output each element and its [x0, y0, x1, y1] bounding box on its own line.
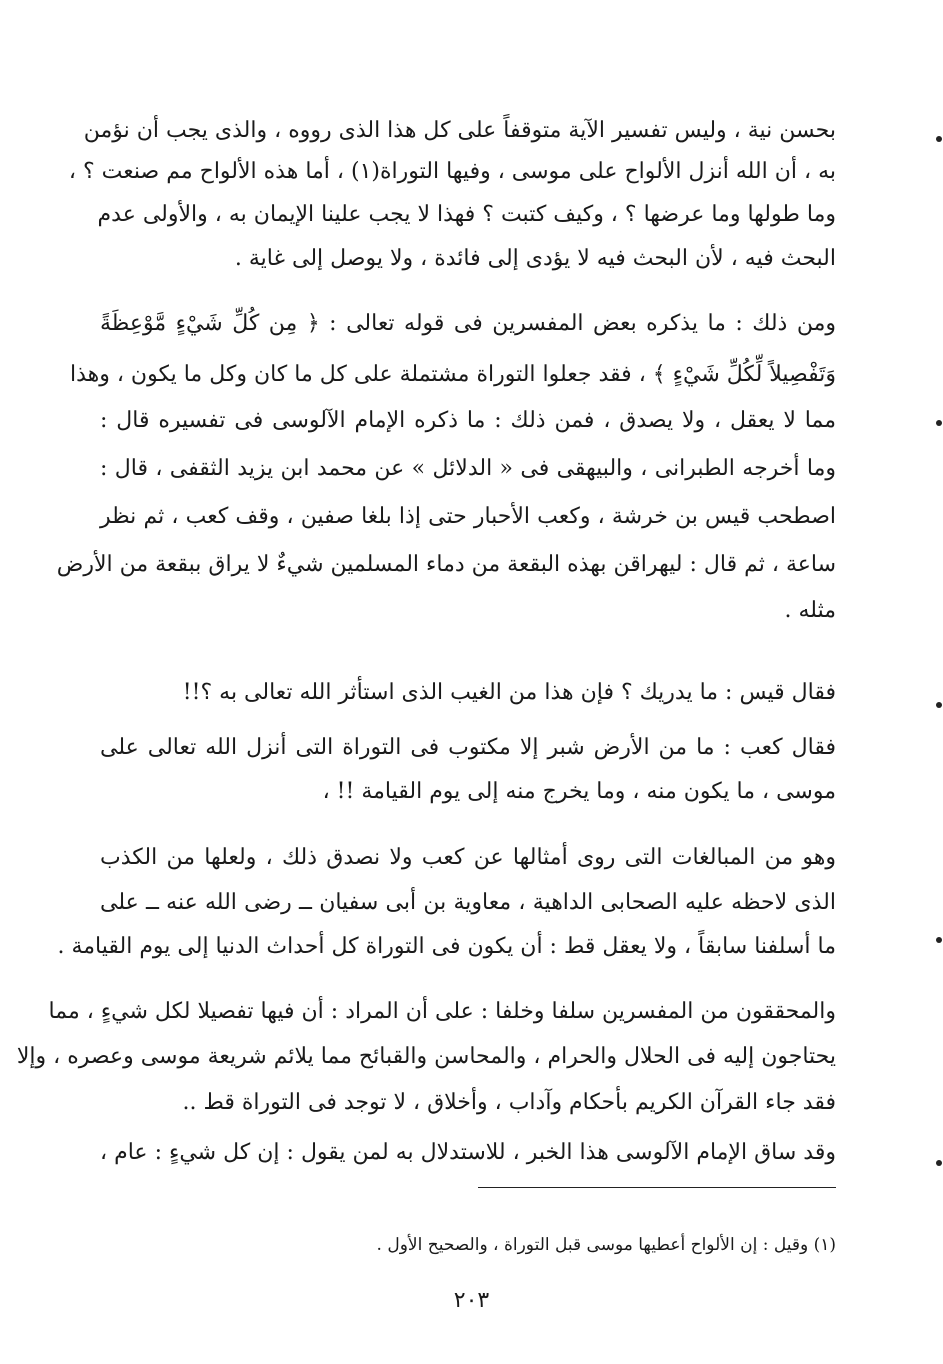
text-line: وقد ساق الإمام الآلوسى هذا الخبر ، للاستدلال به لمن يقول : إن كل شيءٍ : عام ، [100, 1140, 836, 1165]
text-line: وما أخرجه الطبرانى ، والبيهقى فى « الدلائل » عن محمد ابن يزيد الثقفى ، قال : [100, 456, 836, 481]
text-line: والمحققون من المفسرين سلفا وخلفا : على أن المراد : أن فيها تفصيلا لكل شيءٍ ، مما [48, 999, 836, 1024]
text-line: به ، أن الله أنزل الألواح على موسى ، وفيها التوراة(١) ، أما هذه الألواح مم صنعت ؟ ، [68, 159, 836, 184]
footnote-separator [478, 1187, 836, 1188]
text-line: فقال كعب : ما من الأرض شبر إلا مكتوب فى التوراة التى أنزل الله تعالى على [100, 735, 836, 760]
page-number: ٢٠٣ [453, 1288, 490, 1313]
text-line: ما أسلفنا سابقاً ، ولا يعقل قط : أن يكون فى التوراة كل أحداث الدنيا إلى يوم القيامة . [57, 934, 836, 959]
text-line: البحث فيه ، لأن البحث فيه لا يؤدى إلى فائدة ، ولا يوصل إلى غاية . [234, 246, 836, 271]
scan-mark [936, 136, 942, 142]
scan-mark [936, 420, 942, 426]
scan-mark [936, 937, 942, 943]
text-line: فقد جاء القرآن الكريم بأحكام وآداب ، وأخلاق ، لا توجد فى التوراة قط .. [182, 1090, 836, 1115]
text-line: وَتَفْصِيلاً لِّكُلِّ شَيْءٍ ﴾ ، فقد جعلوا التوراة مشتملة على كل ما كان وكل ما يكون ، وهذا [69, 362, 836, 387]
text-line: الذى لاحظه عليه الصحابى الداهية ، معاوية بن أبى سفيان ــ رضى الله عنه ــ على [100, 890, 836, 915]
text-line: بحسن نية ، وليس تفسير الآية متوقفاً على كل هذا الذى رووه ، والذى يجب أن نؤمن [83, 118, 836, 143]
text-line: موسى ، ما يكون منه ، وما يخرج منه إلى يوم القيامة !! ، [322, 779, 836, 804]
text-line: وما طولها وما عرضها ؟ ، وكيف كتبت ؟ فهذا لا يجب علينا الإيمان به ، والأولى عدم [97, 202, 836, 227]
text-line: مثله . [784, 598, 836, 623]
text-line: ومن ذلك : ما يذكره بعض المفسرين فى قوله تعالى : ﴿ مِن كُلِّ شَيْءٍ مَّوْعِظَةً [100, 311, 836, 336]
text-line: وهو من المبالغات التى روى أمثالها عن كعب ولا نصدق ذلك ، ولعلها من الكذب [100, 845, 836, 870]
text-line: فقال قيس : ما يدريك ؟ فإن هذا من الغيب الذى استأثر الله تعالى به ؟!! [182, 680, 836, 705]
scan-mark [936, 702, 942, 708]
text-line: ساعة ، ثم قال : ليهراقن بهذه البقعة من دماء المسلمين شيءٌ لا يراق ببقعة من الأرض [56, 552, 836, 577]
text-line: يحتاجون إليه فى الحلال والحرام ، والمحاسن والقبائح مما يلائم شريعة موسى وعصره ، وإلا [16, 1044, 836, 1069]
footnote: (١) وقيل : إن الألواح أعطيها موسى قبل التوراة ، والصحيح الأول . [376, 1235, 836, 1255]
text-line: مما لا يعقل ، ولا يصدق ، فمن ذلك : ما ذكره الإمام الآلوسى فى تفسيره قال : [100, 408, 836, 433]
text-line: اصطحب قيس بن خرشة ، وكعب الأحبار حتى إذا بلغا صفين ، وقف كعب ، ثم نظر [100, 504, 836, 529]
scan-mark [936, 1160, 942, 1166]
